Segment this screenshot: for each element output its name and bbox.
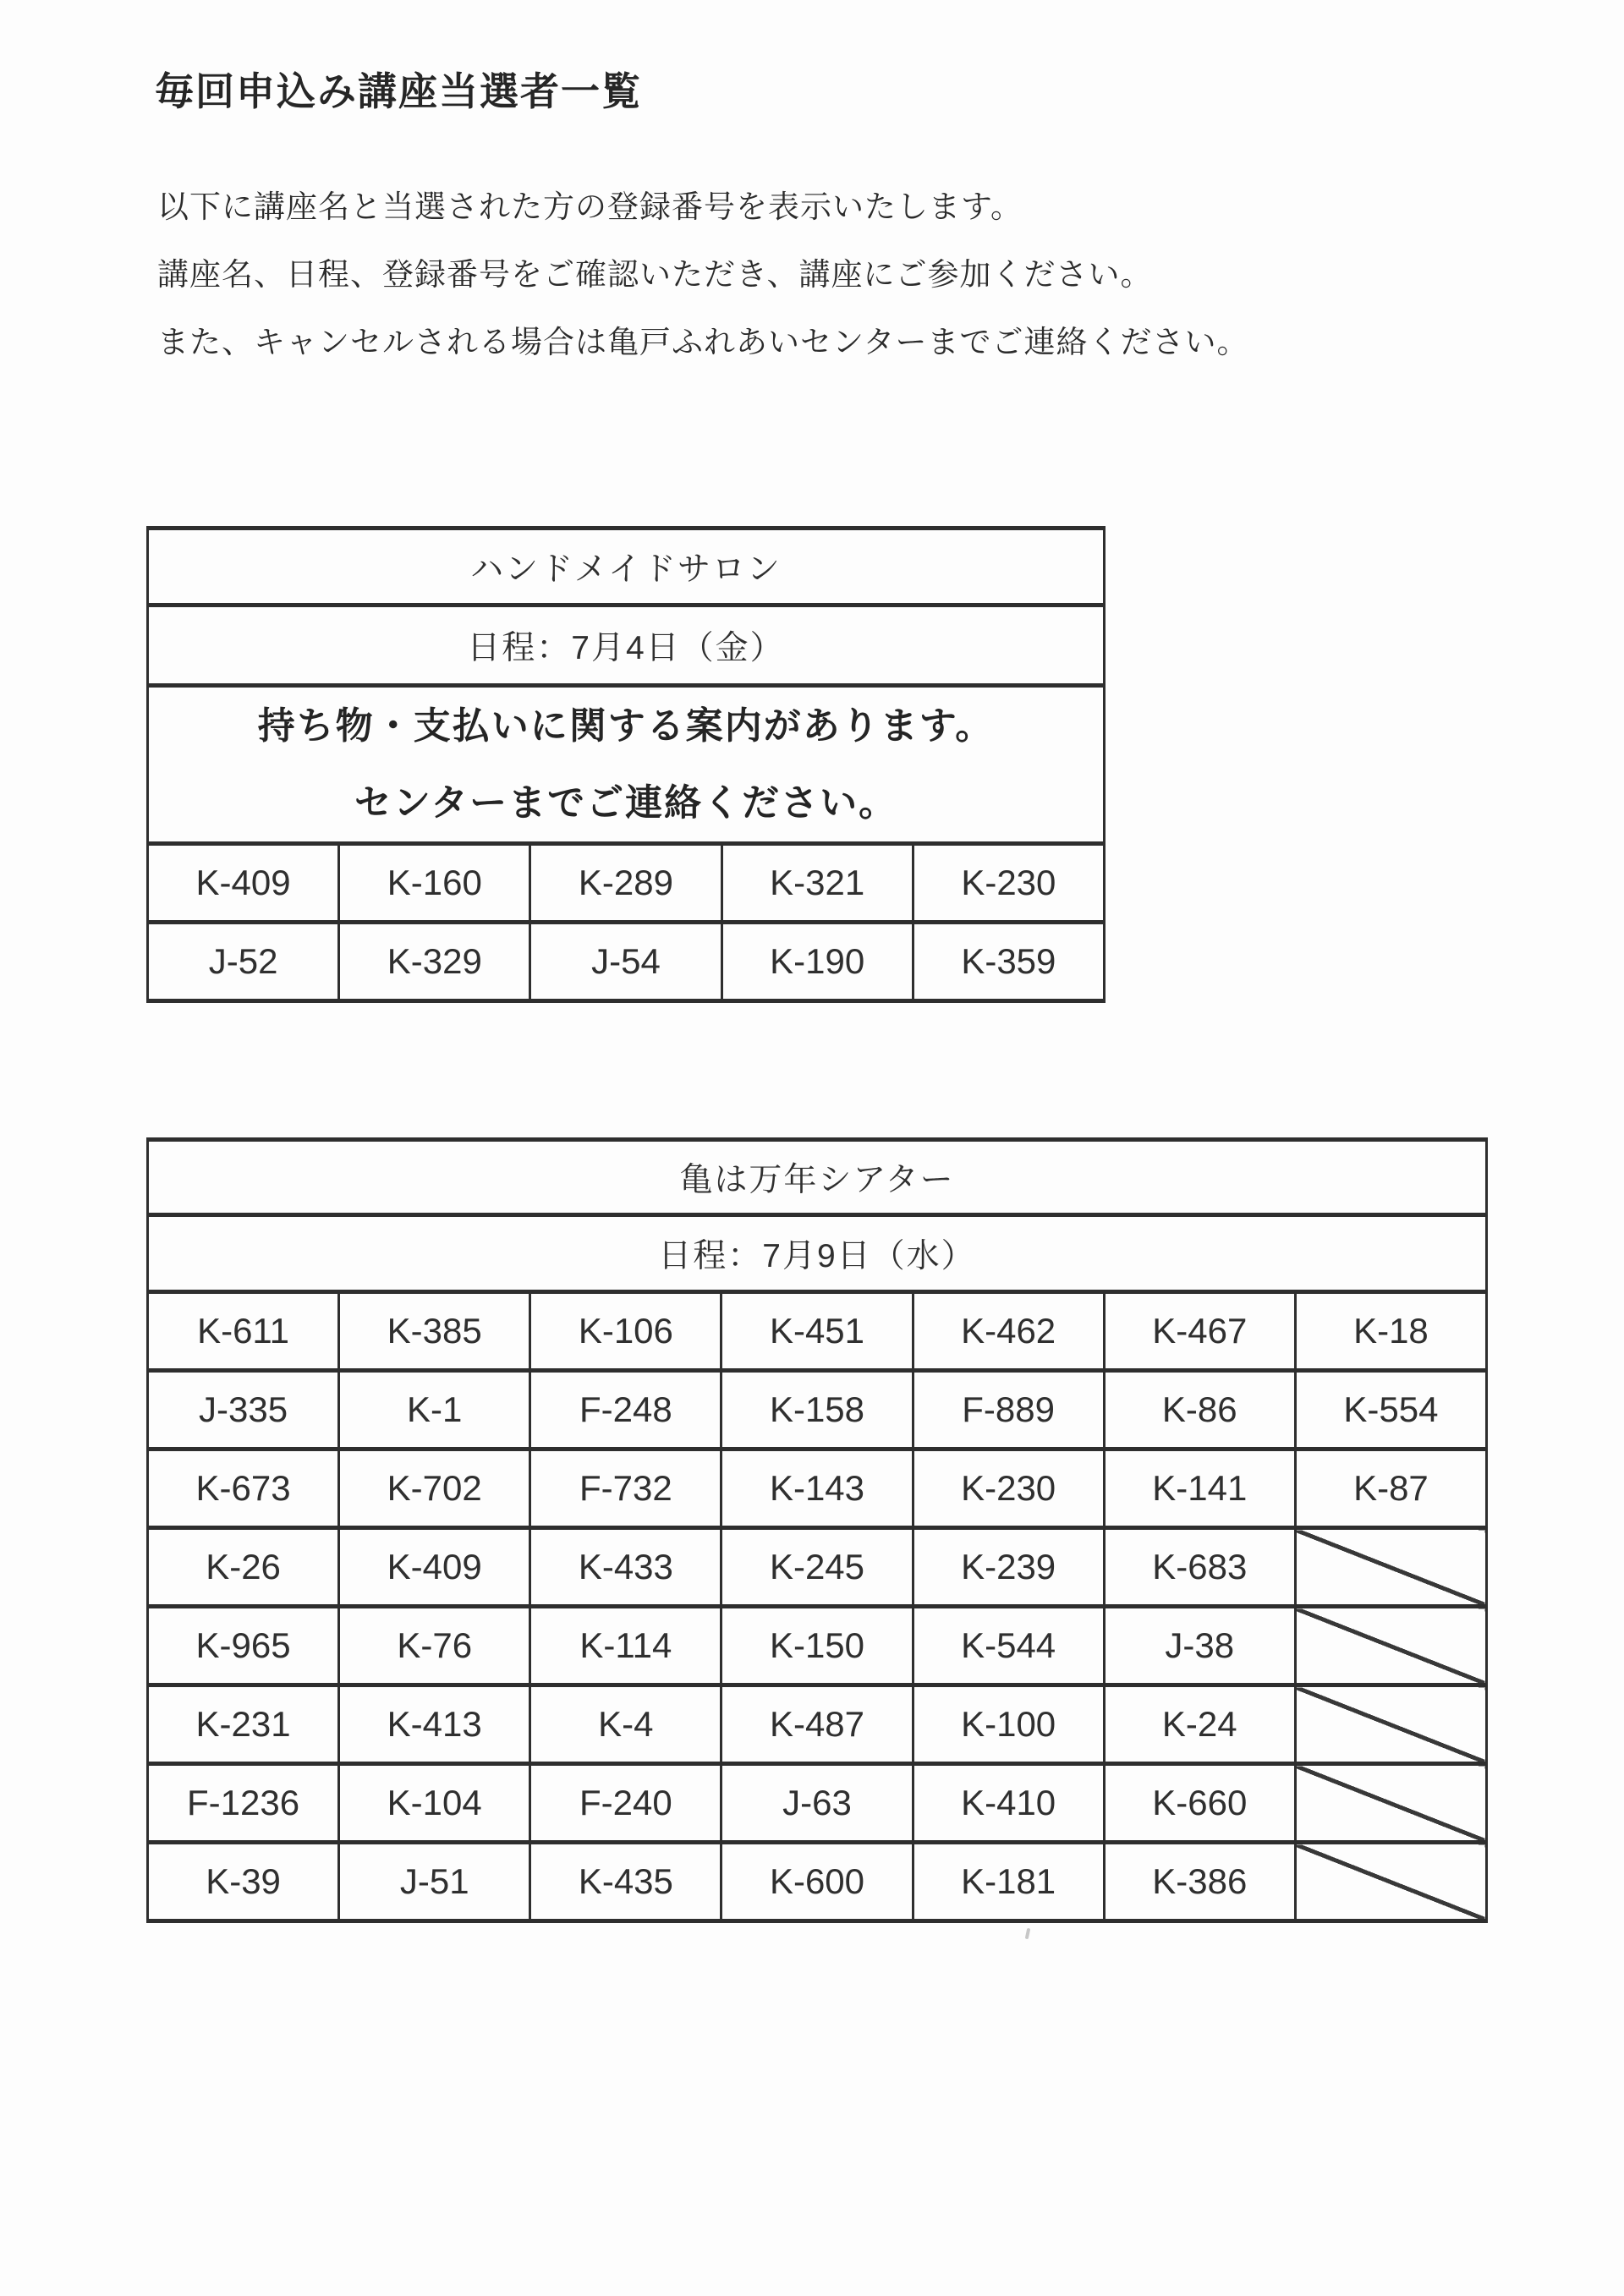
crossed-out-cell	[1295, 1607, 1486, 1685]
table-row	[148, 1607, 1487, 1685]
registration-number-cell: F-1236	[148, 1764, 339, 1843]
crossed-out-cell	[1295, 1764, 1486, 1843]
intro-paragraph	[157, 173, 1249, 376]
table-row	[148, 686, 1105, 844]
registration-number-cell: K-190	[721, 923, 913, 1001]
table-row	[148, 1764, 1487, 1843]
registration-number-cell: K-409	[339, 1528, 530, 1607]
registration-number-cell: J-51	[339, 1843, 530, 1921]
registration-number-cell: J-54	[530, 923, 721, 1001]
table-notice	[148, 686, 1105, 844]
registration-number-cell: J-38	[1104, 1607, 1295, 1685]
table-row	[148, 606, 1105, 686]
registration-number-cell: K-143	[721, 1449, 913, 1528]
table-row	[148, 1528, 1487, 1607]
registration-number-cell: K-86	[1104, 1371, 1295, 1449]
registration-number-cell: K-385	[339, 1292, 530, 1371]
registration-number-cell: K-386	[1104, 1843, 1295, 1921]
registration-number-cell: K-181	[913, 1843, 1104, 1921]
table-row	[148, 1292, 1487, 1371]
registration-number-cell: K-289	[530, 844, 721, 923]
registration-number-cell: K-554	[1295, 1371, 1486, 1449]
table-row	[148, 1685, 1487, 1764]
registration-number-cell: K-231	[148, 1685, 339, 1764]
registration-number-cell: K-673	[148, 1449, 339, 1528]
notice-line: センターまでご連絡ください。	[354, 782, 898, 824]
intro-line: 以下に講座名と当選された方の登録番号を表示いたします。	[157, 189, 1023, 224]
registration-number-cell: K-114	[530, 1607, 721, 1685]
registration-number-cell: K-106	[530, 1292, 721, 1371]
registration-number-cell: K-435	[530, 1843, 721, 1921]
registration-number-cell: K-451	[721, 1292, 913, 1371]
registration-number-cell: K-1	[339, 1371, 530, 1449]
registration-number-cell: K-544	[913, 1607, 1104, 1685]
registration-number-cell: K-413	[339, 1685, 530, 1764]
table-row	[148, 1140, 1487, 1215]
registration-number-cell: K-160	[339, 844, 530, 923]
registration-number-cell: K-410	[913, 1764, 1104, 1843]
scan-artifact-speck	[1025, 1928, 1031, 1940]
registration-number-cell: K-18	[1295, 1292, 1486, 1371]
registration-number-cell: K-104	[339, 1764, 530, 1843]
course-table-handmade-salon	[146, 526, 1106, 1003]
registration-number-cell: K-26	[148, 1528, 339, 1607]
registration-number-cell: K-433	[530, 1528, 721, 1607]
registration-number-cell: K-150	[721, 1607, 913, 1685]
registration-number-cell: K-24	[1104, 1685, 1295, 1764]
registration-number-cell: F-248	[530, 1371, 721, 1449]
intro-line: 講座名、日程、登録番号をご確認いただき、講座にご参加ください。	[157, 257, 1153, 292]
registration-number-cell: K-239	[913, 1528, 1104, 1607]
registration-number-cell: K-329	[339, 923, 530, 1001]
table-row	[148, 923, 1105, 1001]
page-title: 毎回申込み講座当選者一覧	[155, 69, 642, 113]
registration-number-cell: J-335	[148, 1371, 339, 1449]
intro-line: また、キャンセルされる場合は亀戸ふれあいセンターまでご連絡ください。	[157, 325, 1249, 359]
table-row	[148, 1215, 1487, 1292]
registration-number-cell: K-462	[913, 1292, 1104, 1371]
crossed-out-cell	[1295, 1685, 1486, 1764]
registration-number-cell: K-600	[721, 1843, 913, 1921]
registration-number-cell: F-240	[530, 1764, 721, 1843]
registration-number-cell: K-409	[148, 844, 339, 923]
registration-number-cell: K-76	[339, 1607, 530, 1685]
registration-number-cell: K-965	[148, 1607, 339, 1685]
registration-number-cell: K-158	[721, 1371, 913, 1449]
registration-number-cell: K-141	[1104, 1449, 1295, 1528]
table-row	[148, 1843, 1487, 1921]
registration-number-cell: K-230	[913, 844, 1104, 923]
registration-number-cell: K-359	[913, 923, 1104, 1001]
table-row	[148, 529, 1105, 606]
registration-number-cell: F-732	[530, 1449, 721, 1528]
registration-number-cell: K-683	[1104, 1528, 1295, 1607]
registration-number-cell: K-245	[721, 1528, 913, 1607]
registration-number-cell: K-87	[1295, 1449, 1486, 1528]
table-schedule: 日程：7月4日（金）	[148, 606, 1105, 686]
registration-number-cell: K-230	[913, 1449, 1104, 1528]
course-table-kame-theater	[146, 1137, 1488, 1923]
registration-number-cell: K-39	[148, 1843, 339, 1921]
table-row	[148, 844, 1105, 923]
registration-number-cell: K-487	[721, 1685, 913, 1764]
registration-number-cell: K-467	[1104, 1292, 1295, 1371]
crossed-out-cell	[1295, 1843, 1486, 1921]
registration-number-cell: K-702	[339, 1449, 530, 1528]
table-row	[148, 1371, 1487, 1449]
table-row	[148, 1449, 1487, 1528]
registration-number-cell: J-52	[148, 923, 339, 1001]
registration-number-cell: K-100	[913, 1685, 1104, 1764]
registration-number-cell: K-660	[1104, 1764, 1295, 1843]
table-schedule: 日程：7月9日（水）	[148, 1215, 1487, 1292]
notice-line: 持ち物・支払いに関する案内があります。	[257, 705, 995, 747]
table-title: ハンドメイドサロン	[148, 529, 1105, 606]
registration-number-cell: F-889	[913, 1371, 1104, 1449]
registration-number-cell: K-4	[530, 1685, 721, 1764]
table-grid	[146, 526, 1106, 1003]
registration-number-cell: K-611	[148, 1292, 339, 1371]
registration-number-cell: J-63	[721, 1764, 913, 1843]
table-grid	[146, 1137, 1488, 1923]
table-title: 亀は万年シアター	[148, 1140, 1487, 1215]
registration-number-cell: K-321	[721, 844, 913, 923]
crossed-out-cell	[1295, 1528, 1486, 1607]
